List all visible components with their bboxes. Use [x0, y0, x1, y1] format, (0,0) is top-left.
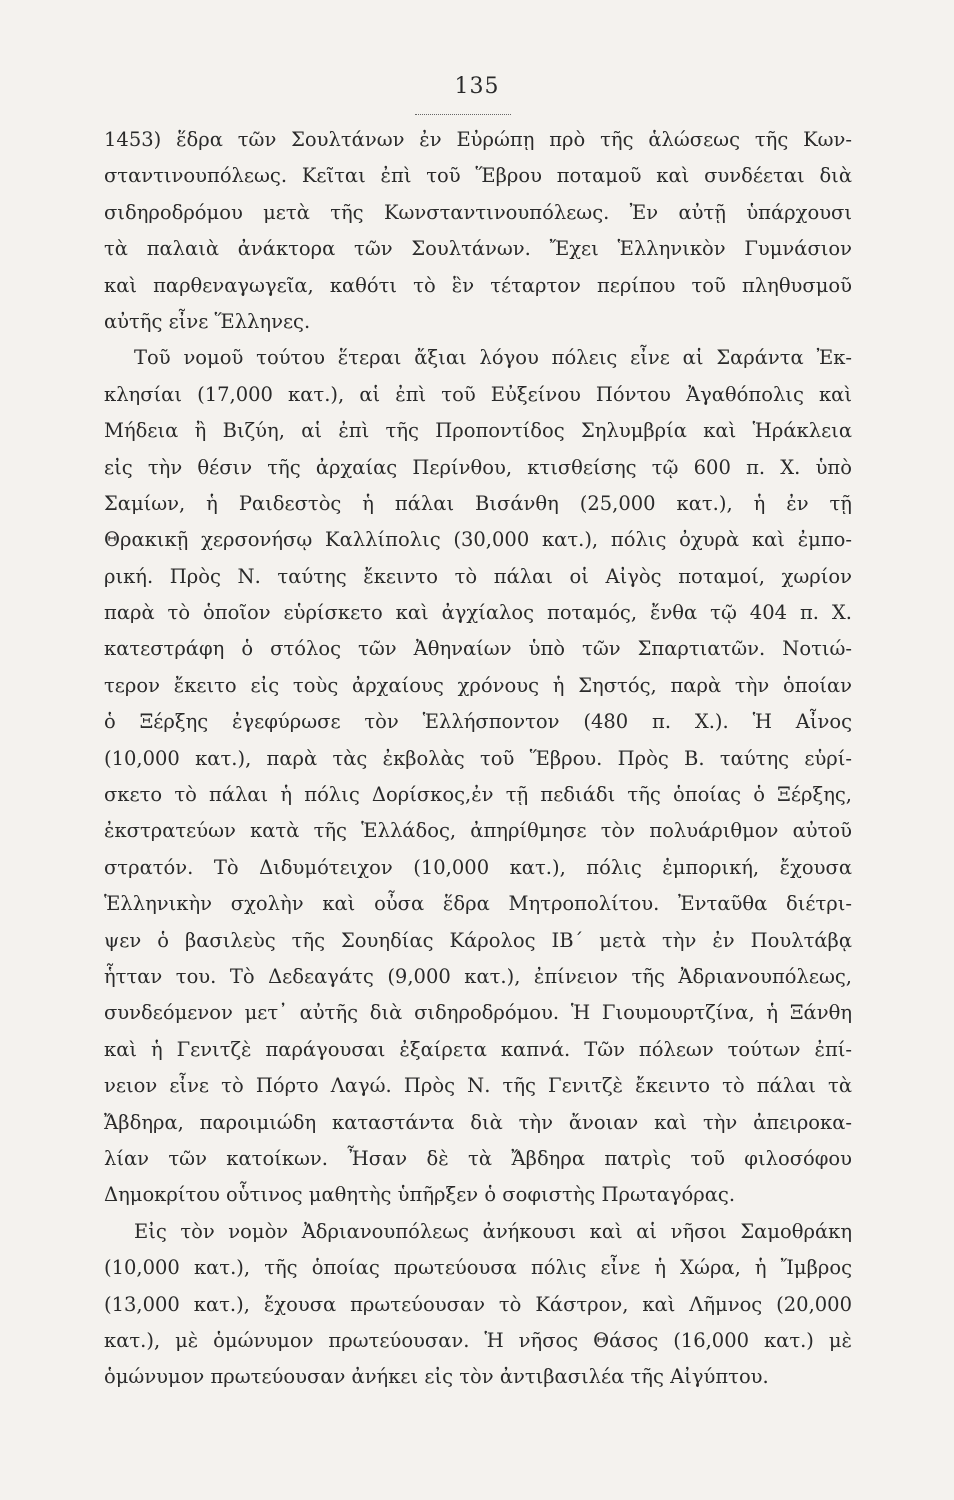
text-line: Εἰς τὸν νομὸν Ἀδριανουπόλεως ἀνήκουσι καὶ αἱ νῆσοι Σαμοθράκη [134, 1219, 852, 1243]
text-line: νειον εἶνε τὸ Πόρτο Λαγώ. Πρὸς Ν. τῆς Γενιτζὲ ἔκειντο τὸ πάλαι τὰ [104, 1074, 852, 1098]
text-line: σιδηροδρόμου μετὰ τῆς Κωνσταντινουπόλεως. Ἐν αὐτῇ ὑπάρχουσι [104, 200, 852, 224]
text-line: κατεστράφη ὁ στόλος τῶν Ἀθηναίων ὑπὸ τῶν Σπαρτιατῶν. Νοτιώ- [104, 637, 852, 661]
text-line: ρική. Πρὸς Ν. ταύτης ἔκειντο τὸ πάλαι οἱ Αἰγὸς ποταμοί, χωρίον [104, 564, 852, 588]
text-line: ἐκστρατεύων κατὰ τῆς Ἑλλάδος, ἀπηρίθμησε τὸν πολυάριθμον αὐτοῦ [104, 819, 852, 843]
text-line: Μήδεια ἢ Βιζύη, αἱ ἐπὶ τῆς Προποντίδος Σηλυμβρία καὶ Ἡράκλεια [104, 419, 852, 443]
text-line: Δημοκρίτου οὗτινος μαθητὴς ὑπῆρξεν ὁ σοφιστὴς Πρωταγόρας. [104, 1183, 736, 1207]
text-line: (10,000 κατ.), παρὰ τὰς ἐκβολὰς τοῦ Ἕβρου. Πρὸς Β. ταύτης εὑρί- [104, 746, 852, 770]
text-line: τερον ἔκειτο εἰς τοὺς ἀρχαίους χρόνους ἡ Σηστός, παρὰ τὴν ὁποίαν [104, 673, 852, 697]
text-line: λίαν τῶν κατοίκων. Ἦσαν δὲ τὰ Ἄβδηρα πατρὶς τοῦ φιλοσόφου [104, 1146, 852, 1170]
text-line: (13,000 κατ.), ἔχουσα πρωτεύουσαν τὸ Κάστρον, καὶ Λῆμνος (20,000 [104, 1292, 852, 1316]
text-line: τὰ παλαιὰ ἀνάκτορα τῶν Σουλτάνων. Ἔχει Ἑλληνικὸν Γυμνάσιον [104, 237, 852, 261]
text-line: αὐτῆς εἶνε Ἕλληνες. [104, 309, 311, 333]
text-line: ψεν ὁ βασιλεὺς τῆς Σουηδίας Κάρολος ΙΒ΄ μετὰ τὴν ἐν Πουλτάβᾳ [104, 928, 852, 952]
header-dotted-rule [415, 114, 511, 115]
text-line: σκετο τὸ πάλαι ἡ πόλις Δορίσκος,ἐν τῇ πεδιάδι τῆς ὁποίας ὁ Ξέρξης, [104, 783, 852, 807]
text-line: παρὰ τὸ ὁποῖον εὑρίσκετο καὶ ἀγχίαλος ποταμός, ἔνθα τῷ 404 π. Χ. [104, 601, 852, 625]
text-line: καὶ παρθεναγωγεῖα, καθότι τὸ ἓν τέταρτον περίπου τοῦ πληθυσμοῦ [104, 273, 852, 297]
text-line: σταντινουπόλεως. Κεῖται ἐπὶ τοῦ Ἕβρου ποταμοῦ καὶ συνδέεται διὰ [104, 164, 852, 188]
text-line: εἰς τὴν θέσιν τῆς ἀρχαίας Περίνθου, κτισθείσης τῷ 600 π. Χ. ὑπὸ [104, 455, 852, 479]
page-number: 135 [454, 74, 500, 99]
text-line: Ἑλληνικὴν σχολὴν καὶ οὖσα ἕδρα Μητροπολίτου. Ἐνταῦθα διέτρι- [104, 892, 852, 916]
text-line: ὁ Ξέρξης ἐγεφύρωσε τὸν Ἑλλήσποντον (480 π. Χ.). Ἡ Αἶνος [104, 710, 852, 734]
text-line: Θρακικῇ χερσονήσῳ Καλλίπολις (30,000 κατ.), πόλις ὀχυρὰ καὶ ἐμπο- [104, 528, 852, 552]
text-line: κλησίαι (17,000 κατ.), αἱ ἐπὶ τοῦ Εὐξείνου Πόντου Ἀγαθόπολις καὶ [104, 382, 852, 406]
text-line: στρατόν. Τὸ Διδυμότειχον (10,000 κατ.), πόλις ἐμπορική, ἔχουσα [104, 855, 852, 879]
text-line: 1453) ἕδρα τῶν Σουλτάνων ἐν Εὐρώπῃ πρὸ τῆς ἁλώσεως τῆς Κων- [104, 128, 852, 151]
text-line: συνδεόμενον μετ᾽ αὐτῆς διὰ σιδηροδρόμου. Ἡ Γιουμουρτζίνα, ἡ Ξάνθη [104, 1001, 852, 1025]
text-line: Τοῦ νομοῦ τούτου ἕτεραι ἄξιαι λόγου πόλεις εἶνε αἱ Σαράντα Ἐκ- [134, 346, 852, 370]
text-line: (10,000 κατ.), τῆς ὁποίας πρωτεύουσα πόλις εἶνε ἡ Χώρα, ἡ Ἴμβρος [104, 1256, 852, 1280]
text-line: ἧτταν του. Τὸ Δεδεαγάτς (9,000 κατ.), ἐπίνειον τῆς Ἀδριανουπόλεως, [104, 964, 852, 988]
text-line: Σαμίων, ἡ Ραιδεστὸς ἡ πάλαι Βισάνθη (25,000 κατ.), ἡ ἐν τῇ [104, 491, 852, 515]
text-line: κατ.), μὲ ὁμώνυμον πρωτεύουσαν. Ἡ νῆσος Θάσος (16,000 κατ.) μὲ [104, 1328, 852, 1352]
text-line: Ἄβδηρα, παροιμιώδη καταστάντα διὰ τὴν ἄνοιαν καὶ τὴν ἀπειροκα- [104, 1110, 852, 1134]
text-line: ὁμώνυμον πρωτεύουσαν ἀνήκει εἰς τὸν ἀντιβασιλέα τῆς Αἰγύπτου. [104, 1365, 769, 1389]
body-text [104, 122, 852, 1396]
text-line: καὶ ἡ Γενιτζὲ παράγουσαι ἐξαίρετα καπνά. Τῶν πόλεων τούτων ἐπί- [104, 1037, 852, 1061]
